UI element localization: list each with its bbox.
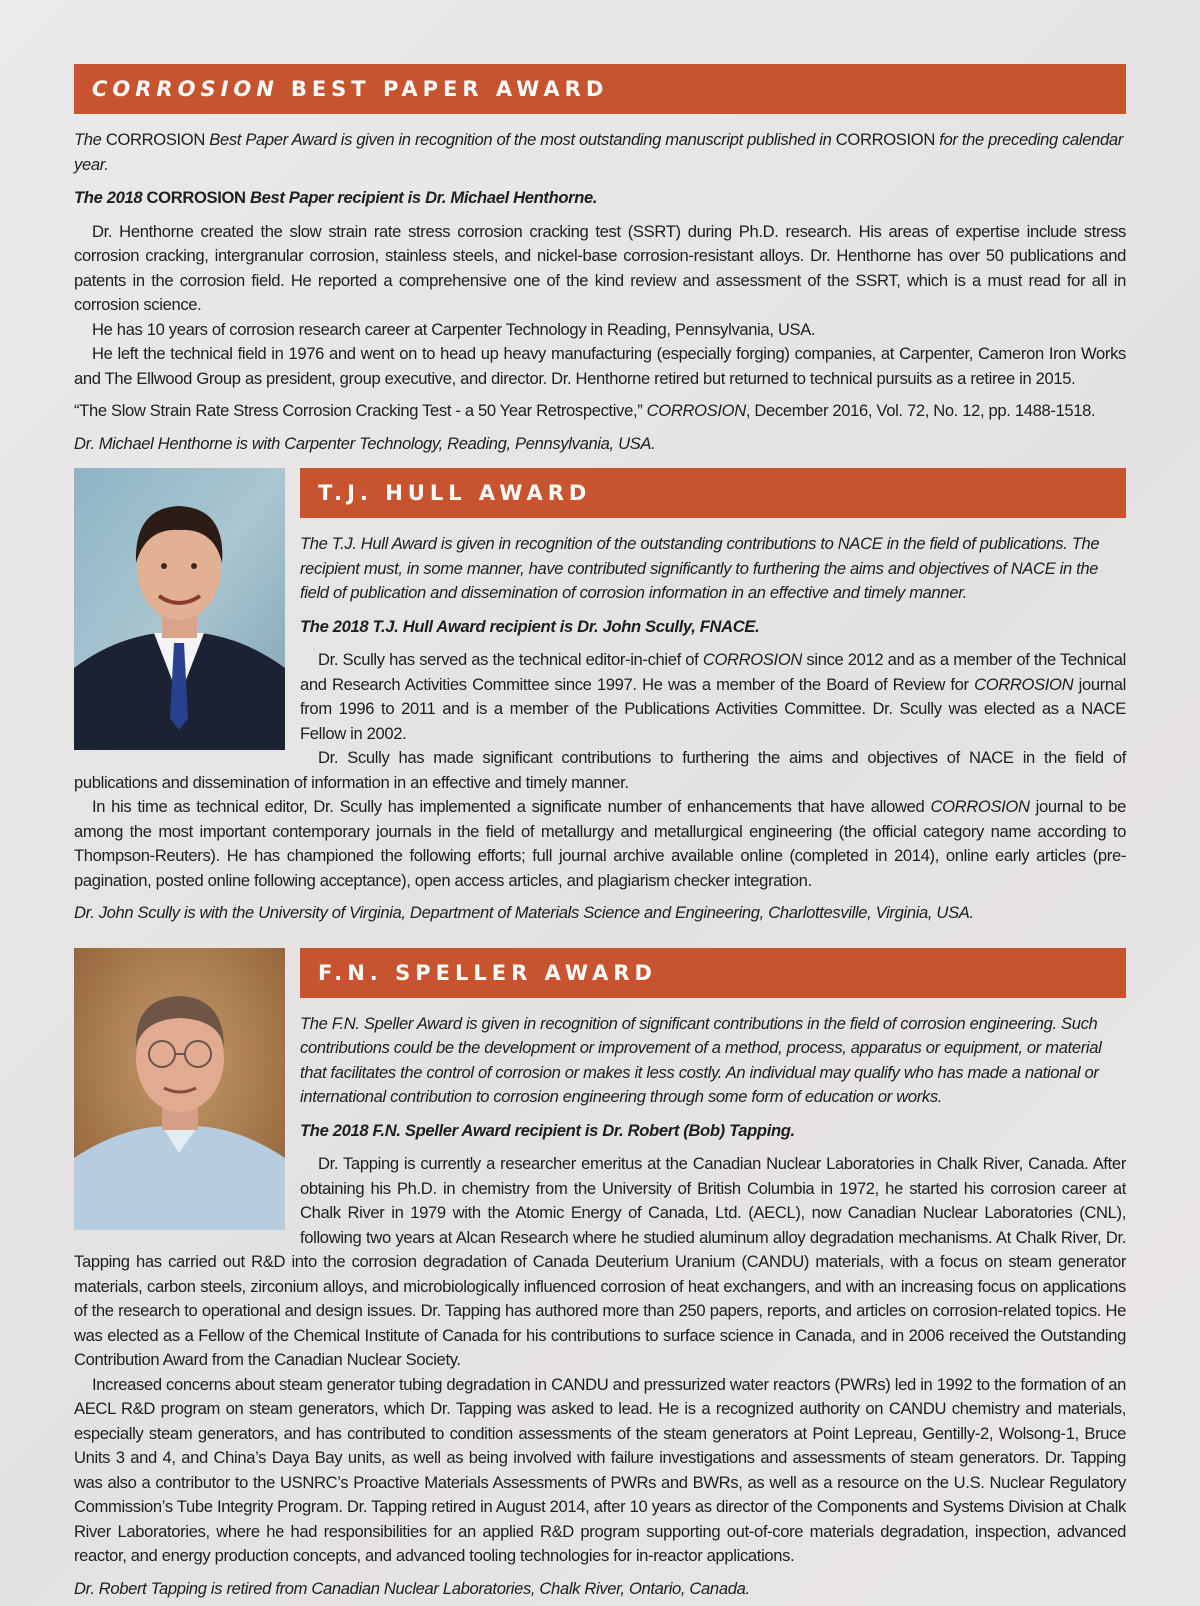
award-description: The T.J. Hull Award is given in recognition of the outstanding contributions to NACE in the field of publications. The recipient must, in some manner, have contributed significantly to furthering the aims and objectives of NACE in the field of publication and dissemination of corrosion information in an effective and timely manner. [300, 534, 1100, 602]
bio-paragraph: Dr. Scully has served as the technical editor-in-chief of CORROSION since 2012 and as a member of the Technical and Research Activities Committee since 1997. He was a member of the Board of Review for CORROSION journal from 1996 to 2011 and is a member of the Publications Activities Committee. Dr. Scully was elected as a NACE Fellow in 2002. [300, 650, 1127, 743]
banner-title: T.J. HULL AWARD [318, 481, 592, 505]
bio-paragraph: Dr. Henthorne created the slow strain rate stress corrosion cracking test (SSRT) during Ph.D. research. His areas of expertise include stress corrosion cracking, intergranular corrosion, stainless steels, and nickel-base corrosion-resistant alloys. Dr. Henthorne has over 50 publications and patents in the corrosion field. He reported a comprehensive one of the kind review and assessment of the SSRT, which is a must read for all in corrosion science. [74, 221, 1126, 314]
paper-citation: “The Slow Strain Rate Stress Corrosion Cracking Test - a 50 Year Retrospective,” CORROSION, December 2016, Vol. 72, No. 12, pp. 1488-1518. [74, 401, 1096, 420]
bio-paragraph: He has 10 years of corrosion research career at Carpenter Technology in Reading, Pennsylvania, USA. [92, 319, 816, 339]
fn-speller-award-banner [300, 948, 1126, 998]
tj-hull-award-banner [300, 468, 1126, 518]
award-recipient: The 2018 T.J. Hull Award recipient is Dr. John Scully, FNACE. [300, 616, 760, 636]
banner-title: F.N. SPELLER AWARD [318, 960, 657, 985]
best-paper-award-section [74, 64, 1126, 456]
award-recipient: The 2018 F.N. Speller Award recipient is Dr. Robert (Bob) Tapping. [300, 1120, 795, 1140]
fn-speller-award-section [74, 948, 1126, 1602]
john-scully-photo [74, 468, 285, 750]
robert-tapping-photo [74, 948, 285, 1230]
tj-hull-award-section [74, 468, 1126, 926]
bio-paragraph: Increased concerns about steam generator tubing degradation in CANDU and pressurized water reactors (PWRs) led in 1992 to the formation of an AECL R&D program on steam generators, which Dr. Tapping was asked to lead. He is a recognized authority on CANDU chemistry and materials, especially steam generators, and has contributed to condition assessments of the steam generators at Point Lepreau, Gentilly-2, Wolsong-1, Bruce Units 3 and 4, and China’s Daya Bay units, as well as being involved with failure investigations and assessments of steam generators. Dr. Tapping was also a contributor to the USNRC’s Proactive Materials Assessments of PWRs and BWRs, as well as a resource on the U.S. Nuclear Regulatory Commission’s Tube Integrity Program. Dr. Tapping retired in August 2014, after 10 years as director of the Components and Systems Division at Chalk River Laboratories, where he had responsibilities for an applied R&D program supporting out-of-core materials degradation, inspection, advanced reactor, and energy production concepts, and advanced tooling technologies for in-reactor applications. [74, 1374, 1126, 1565]
bio-paragraph: In his time as technical editor, Dr. Scully has implemented a significate number of enhancements that have allowed CORROSION journal to be among the most important contemporary journals in the field of metallurgy and metallurgical engineering (the official category name according to Thompson-Reuters). He has championed the following efforts; full journal archive available online (completed in 2014), online early articles (pre-pagination, posted online following acceptance), open access articles, and plagiarism checker integration. [74, 797, 1126, 890]
recipient-affiliation: Dr. Robert Tapping is retired from Canadian Nuclear Laboratories, Chalk River, Ontario, Canada. [74, 1578, 750, 1598]
recipient-affiliation: Dr. John Scully is with the University of Virginia, Department of Materials Science and Engineering, Charlottesville, Virginia, USA. [74, 903, 974, 922]
bio-paragraph: Dr. Tapping is currently a researcher emeritus at the Canadian Nuclear Laboratories in Chalk River, Canada. After obtaining his Ph.D. in chemistry from the University of British Columbia in 1972, he started his corrosion career at Chalk River in 1979 with the Atomic Energy of Canada, Ltd. (AECL), now Canadian Nuclear Laboratories (CNL), following two years at Alcan Research where he studied aluminum alloy degradation mechanisms. At Chalk River, Dr. Tapping has carried out R&D into the corrosion degradation of Canada Deuterium Uranium (CANDU) materials, with a focus on steam generator materials, carbon steels, zirconium alloys, and microbiologically influenced corrosion of heat exchangers, and with an increasing focus on applications of the research to operational and design issues. Dr. Tapping has authored more than 250 papers, reports, and articles on corrosion-related topics. He was elected as a Fellow of the Chemical Institute of Canada for his contributions to surface science in Canada, and in 2006 received the Outstanding Contribution Award from the Canadian Nuclear Society. [74, 1154, 1126, 1369]
best-paper-award-banner [74, 64, 1126, 114]
award-recipient: The 2018 CORROSION Best Paper recipient is Dr. Michael Henthorne. [74, 188, 598, 207]
award-description: The CORROSION Best Paper Award is given in recognition of the most outstanding manuscript published in CORROSION for the preceding calendar year. [74, 130, 1123, 174]
award-description: The F.N. Speller Award is given in recognition of significant contributions in the field of corrosion engineering. Such contributions could be the development or improvement of a method, process, apparatus or equipment, or material that facilitates the control of corrosion or makes it less costly. An individual may qualify who has made a national or international contribution to corrosion engineering through some form of education or works. [300, 1013, 1102, 1106]
bio-paragraph: He left the technical field in 1976 and went on to head up heavy manufacturing (especially forging) companies, at Carpenter, Cameron Iron Works and The Ellwood Group as president, group executive, and director. Dr. Henthorne retired but returned to technical pursuits as a retiree in 2015. [74, 344, 1126, 388]
page-content [74, 64, 1126, 1601]
banner-title: BEST PAPER AWARD [290, 77, 609, 101]
bio-paragraph: Dr. Scully has made significant contributions to furthering the aims and objectives of NACE in the field of publications and dissemination of information in an effective and timely manner. [74, 748, 1126, 792]
banner-italic-title: CORROSION [92, 77, 279, 101]
recipient-affiliation: Dr. Michael Henthorne is with Carpenter Technology, Reading, Pennsylvania, USA. [74, 433, 656, 453]
